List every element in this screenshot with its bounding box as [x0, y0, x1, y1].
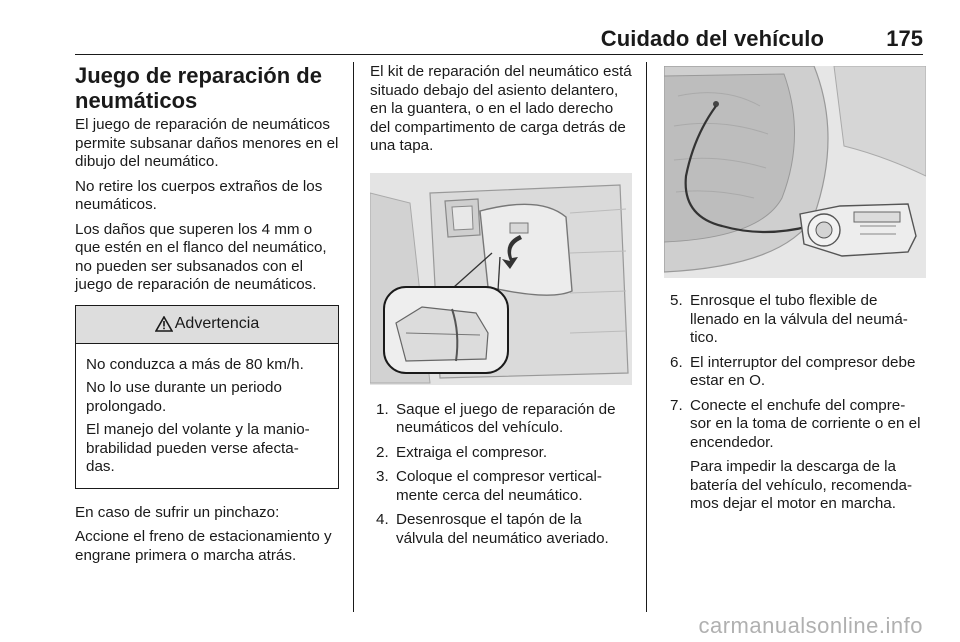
- left-column: [75, 63, 340, 571]
- step-text: Extraiga el compresor.: [396, 443, 548, 461]
- step-number: 5.: [670, 292, 683, 309]
- header-rule: [75, 54, 923, 55]
- illustration-cargo-compartment: [370, 173, 632, 385]
- step-7-note: Para impedir la descarga de la batería del vehículo, recomenda- mos dejar el motor en marcha.: [690, 458, 913, 512]
- illustration-compressor-tire: [664, 66, 926, 278]
- warning-line-handling: El manejo del volante y la manio- brabilidad pueden verse afecta- das.: [86, 421, 310, 475]
- step-3: [370, 468, 632, 505]
- step-number: 7.: [670, 396, 683, 414]
- column-divider-2: [646, 62, 647, 612]
- warning-title: Advertencia: [174, 315, 260, 332]
- step-4: [370, 511, 632, 548]
- step-2: [370, 444, 632, 463]
- paragraph-damage-limits: Los daños que superen los 4 mm o que estén en el flanco del neumático, no pueden ser subsanados con el juego de reparación de neumáticos.: [75, 220, 327, 293]
- paragraph-intro: El juego de reparación de neumáticos permite subsanar daños menores en el dibujo del neumático.: [75, 116, 339, 170]
- step-text: Desenrosque el tapón de la válvula del neumático averiado.: [396, 511, 609, 547]
- step-text: Saque el juego de reparación de neumáticos del vehículo.: [396, 400, 616, 436]
- warning-body: [76, 344, 338, 488]
- section-title-line-2: neumáticos: [75, 88, 198, 113]
- section-title: [75, 63, 340, 113]
- steps-list-5-7: [664, 292, 926, 514]
- paragraph-handbrake: Accione el freno de estacionamiento y engrane primera o marcha atrás.: [75, 528, 332, 564]
- warning-line-duration: No lo use durante un periodo prolongado.: [86, 379, 282, 415]
- step-1: [370, 401, 632, 438]
- step-number: 6.: [670, 353, 683, 371]
- step-number: 2.: [376, 443, 389, 461]
- column-divider-1: [353, 62, 354, 612]
- step-7: [664, 397, 926, 514]
- after-warning-text: [75, 504, 340, 566]
- step-text: Conecte el enchufe del compre- sor en la toma de corriente o en el encendedor.: [690, 396, 921, 451]
- step-text: Enrosque el tubo flexible de llenado en la válvula del neumá- tico.: [690, 292, 908, 346]
- step-number: 1.: [376, 400, 389, 418]
- step-text: Coloque el compresor vertical- mente cerca del neumático.: [396, 468, 602, 504]
- watermark: carmanualsonline.info: [698, 613, 923, 638]
- section-title-line-1: Juego de reparación de: [75, 63, 322, 88]
- page-header-title: Cuidado del vehículo: [600, 26, 824, 51]
- middle-column: [370, 63, 632, 554]
- step-number: 3.: [376, 468, 389, 485]
- paragraph-kit-location: El kit de reparación del neumático está situado debajo del asiento delantero, en la guantera, o en el lado derecho del compartimento de carga detrás de una tapa.: [370, 63, 632, 154]
- right-column: [664, 66, 926, 520]
- steps-list-1-4: [370, 401, 632, 549]
- paragraph-foreign-bodies: No retire los cuerpos extraños de los neumáticos.: [75, 177, 323, 213]
- page-number: 175: [886, 26, 923, 51]
- warning-triangle-icon: [155, 316, 173, 332]
- warning-box: [75, 305, 339, 489]
- step-5: [664, 292, 926, 348]
- compressor-tire-illustration: [664, 66, 926, 278]
- warning-line-speed: No conduzca a más de 80 km/h.: [86, 355, 304, 373]
- paragraph-puncture: En caso de sufrir un pinchazo:: [75, 503, 280, 521]
- step-number: 4.: [376, 511, 389, 528]
- step-text: El interruptor del compresor debe estar en O.: [690, 353, 916, 389]
- cargo-compartment-illustration: [370, 173, 632, 385]
- warning-header: [76, 306, 338, 344]
- step-6: [664, 354, 926, 391]
